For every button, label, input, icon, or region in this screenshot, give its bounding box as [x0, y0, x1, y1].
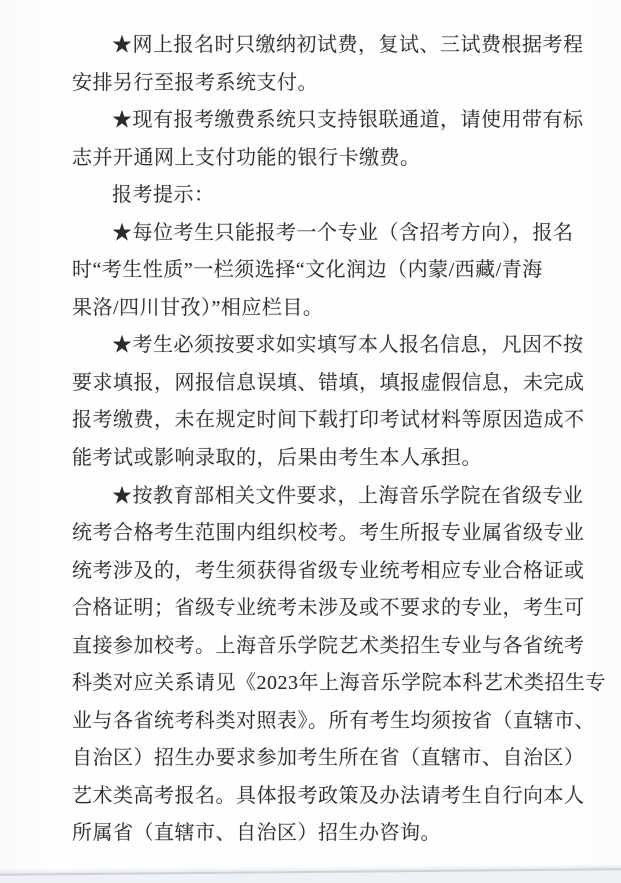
text-line: 业与各省统考科类对照表》。所有考生均须按省（直辖市、 [72, 709, 595, 732]
paragraph-initial-exam-fee [72, 27, 584, 102]
text-line: 艺术类高考报名。具体报考政策及办法请考生自行向本人 [72, 784, 585, 807]
paragraph-one-major-only [72, 215, 574, 328]
document-text-block [72, 27, 606, 853]
text-line: 统考合格考生范围内组织校考。考生所报专业属省级专业 [72, 522, 585, 545]
paragraph-truthful-information [72, 327, 585, 477]
text-line: ★网上报名时只缴纳初试费，复试、三试费根据考程 [112, 34, 584, 56]
heading-registration-tips [72, 177, 546, 215]
text-line: ★按教育部相关文件要求，上海音乐学院在省级专业 [112, 484, 584, 507]
text-line: 自治区）招生办要求参加考生所在省（直辖市、自治区） [72, 747, 585, 770]
text-line: 果洛/四川甘孜）”相应栏目。 [72, 296, 324, 319]
paragraph-provincial-unified-exam [72, 478, 606, 853]
text-line: 要求填报，网报信息误填、错填，填报虚假信息，未完成 [72, 371, 585, 394]
text-line: 报考提示： [112, 184, 215, 207]
text-line: 报考缴费，未在规定时间下载打印考试材料等原因造成不 [72, 409, 585, 432]
text-line: 统考涉及的，考生须获得省级专业统考相应专业合格证或 [72, 559, 585, 582]
text-line: 直接参加校考。上海音乐学院艺术类招生专业与各省统考 [72, 634, 585, 657]
paragraph-unionpay-channel [72, 102, 584, 177]
text-line: 科类对应关系请见《2023年上海音乐学院本科艺术类招生专 [72, 672, 606, 695]
text-line: 志并开通网上支付功能的银行卡缴费。 [72, 146, 421, 169]
text-line: ★现有报考缴费系统只支持银联通道，请使用带有标 [112, 109, 584, 132]
text-line: 能考试或影响录取的，后果由考生本人承担。 [72, 447, 482, 470]
text-line: ★每位考生只能报考一个专业（含招考方向），报名 [112, 221, 574, 244]
text-line: 合格证明；省级专业统考未涉及或不要求的专业，考生可 [72, 597, 585, 620]
text-line: ★考生必须按要求如实填写本人报名信息，凡因不按 [112, 334, 584, 357]
scanned-page-bottom-edge [0, 868, 621, 883]
text-line: 所属省（直辖市、自治区）招生办咨询。 [72, 822, 441, 845]
text-line: 安排另行至报考系统支付。 [72, 71, 318, 94]
text-line: 时“考生性质”一栏须选择“文化润边（内蒙/西藏/青海 [72, 259, 543, 282]
